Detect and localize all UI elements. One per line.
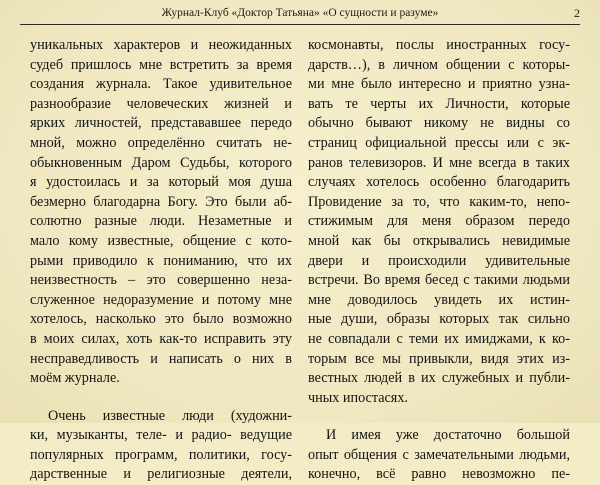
- text-line: мне доводилось увидеть их истин-: [308, 291, 570, 308]
- text-line: ные души, образы которых так сильно: [308, 311, 570, 328]
- text-line: конечно, всё равно невозможно пе-: [308, 466, 570, 483]
- text-line: вать те черты их Личности, которые: [308, 95, 570, 112]
- text-line: разнообразие человеческих жизней и: [30, 95, 292, 112]
- text-line: торым все мы привыкли, видя этих из-: [308, 350, 570, 367]
- text-line: вестных людей в их служебных и публи-: [308, 370, 570, 387]
- text-line: мной, можно определённо считать не-: [30, 134, 292, 151]
- text-line: рыми приводило к пониманию, что их: [30, 252, 292, 269]
- text-line: не совпадали с теми их имиджами, к ко-: [308, 330, 570, 347]
- header-rule: [20, 24, 580, 25]
- text-line: солютно разные люди. Незаметные и: [30, 213, 292, 230]
- text-line: дарственные и религиозные деятели,: [30, 466, 292, 483]
- text-line: популярных программ, политики, госу-: [30, 446, 292, 463]
- text-line: мало кому известные, общение с кото-: [30, 232, 292, 249]
- text-line: мной как бы открывались невидимые: [308, 232, 570, 249]
- text-line: ранов телевизоров. И мне всегда в таких: [308, 154, 570, 171]
- paragraph-gap: [30, 389, 292, 407]
- text-line: несправедливость и написать о них в: [30, 350, 292, 367]
- text-line: моём журнале.: [30, 370, 120, 387]
- text-line: Провидение за то, что каким-то, непо-: [308, 193, 570, 210]
- text-line: я удостоилась и за который моя душа: [30, 174, 292, 191]
- page-number: 2: [574, 6, 580, 20]
- text-line: стижимым для меня образом передо: [308, 213, 570, 230]
- text-line: ми мне было интересно и приятно узна-: [308, 76, 570, 93]
- text-line: Очень известные люди (художни-: [48, 407, 292, 424]
- left-paragraph-1: [30, 36, 292, 389]
- text-line: И имея уже достаточно большой: [326, 427, 570, 444]
- text-line: ярких личностей, представавшее передо: [30, 115, 292, 132]
- left-paragraph-2: [30, 407, 292, 485]
- text-line: безмерно благодарна Богу. Это были аб-: [30, 193, 292, 210]
- text-line: чных ипостасях.: [308, 389, 408, 406]
- right-column: [308, 36, 570, 485]
- text-line: хотелось, насколько это было возможно: [30, 311, 292, 328]
- text-line: космонавты, послы иностранных госу-: [308, 37, 570, 53]
- text-line: в моих силах, хоть как-то исправить эту: [30, 330, 292, 347]
- text-line: встречи. Во время бесед с такими людьми: [308, 272, 570, 289]
- text-line: страниц официальной прессы или с эк-: [308, 134, 570, 151]
- text-line: ки, музыканты, теле- и радио- ведущие: [30, 427, 292, 444]
- text-line: обычно бывают никому не видны со: [308, 115, 570, 132]
- text-line: двери и происходили удивительные: [308, 252, 570, 269]
- paragraph-gap: [308, 408, 570, 426]
- text-line: уникальных характеров и неожиданных: [30, 37, 292, 53]
- text-line: создания журнала. Такое удивительное: [30, 76, 292, 93]
- text-line: неизвестность – это совершенно неза-: [30, 272, 292, 289]
- right-paragraph-2: [308, 426, 570, 485]
- text-line: обыкновенным Даром Судьбы, которого: [30, 154, 292, 171]
- right-paragraph-1: [308, 36, 570, 408]
- left-column: [30, 36, 292, 485]
- text-line: судеб пришлось мне встретить за время: [30, 56, 292, 73]
- text-line: служенное недоразумение и потому мне: [30, 291, 292, 308]
- page-header: [0, 0, 600, 28]
- header-title: Журнал-Клуб «Доктор Татьяна» «О сущности и разуме»: [161, 7, 439, 19]
- text-line: случаях хотелось особенно благодарить: [308, 174, 570, 191]
- text-line: дарств…), в личном общении с которы-: [308, 56, 570, 73]
- text-line: опыт общения с замечательными людьми,: [308, 446, 570, 463]
